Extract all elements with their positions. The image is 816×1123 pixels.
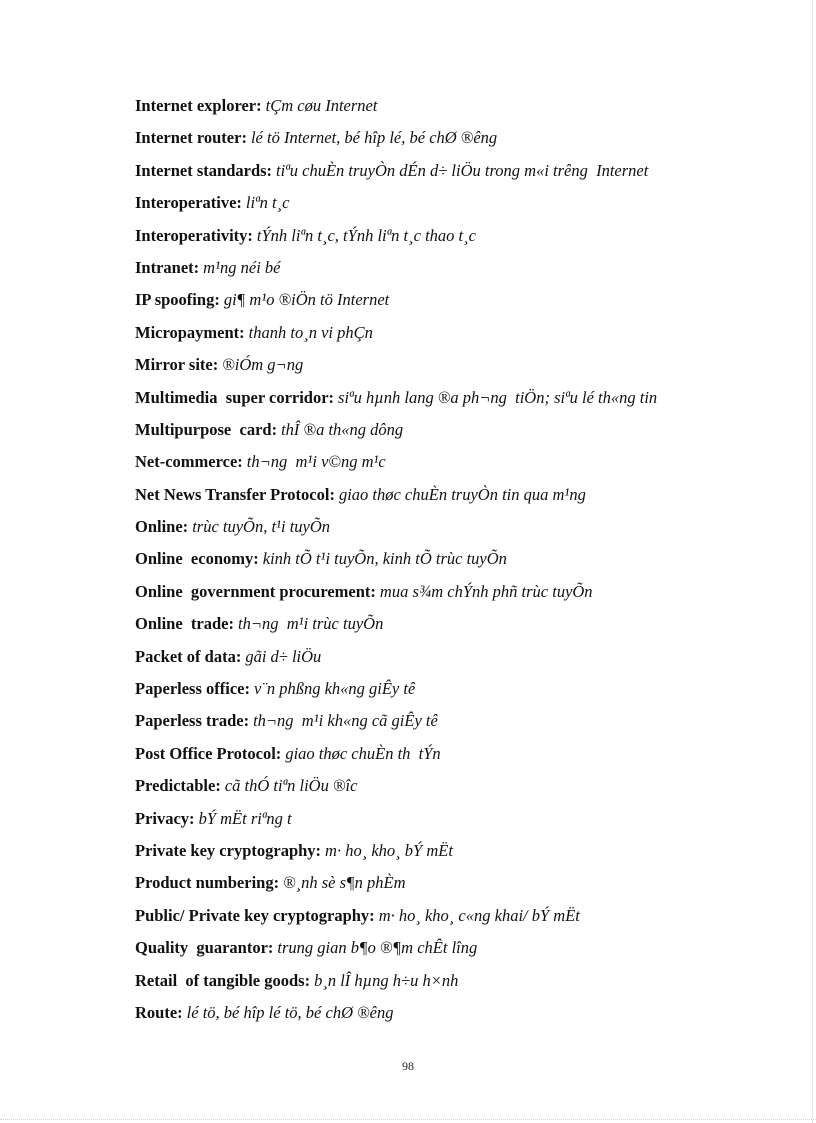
glossary-entry bbox=[135, 288, 785, 320]
page-edge-right bbox=[812, 0, 813, 1123]
glossary-entry bbox=[135, 450, 785, 482]
glossary-term: Predictable: bbox=[135, 776, 221, 796]
glossary-entry bbox=[135, 191, 785, 223]
glossary-entry bbox=[135, 1001, 785, 1033]
glossary-definition: m¹ng néi bé bbox=[203, 257, 281, 277]
glossary-entry bbox=[135, 321, 785, 353]
glossary-definition: mua s¾m chÝnh phñ trùc tuyÕn bbox=[379, 581, 593, 601]
glossary-term: Net-commerce: bbox=[135, 452, 243, 472]
glossary-term: Mirror site: bbox=[135, 355, 219, 375]
glossary-term: Product numbering: bbox=[135, 873, 280, 893]
glossary-definition: liªn t¸c bbox=[245, 193, 290, 213]
glossary-entry bbox=[135, 904, 785, 936]
glossary-entry bbox=[135, 483, 785, 515]
glossary-definition: b¸n lÎ hµng h÷u h×nh bbox=[314, 970, 459, 990]
glossary-definition: gãi d÷ liÖu bbox=[245, 646, 322, 666]
glossary-term: Online government procurement: bbox=[135, 581, 376, 601]
glossary-term: Internet standards: bbox=[135, 160, 273, 180]
glossary-term: Interoperative: bbox=[135, 193, 242, 213]
glossary-definition: m· ho¸ kho¸ c«ng khai/ bÝ mËt bbox=[378, 905, 580, 925]
glossary-definition: cã thÓ tiªn liÖu ®îc bbox=[224, 776, 358, 796]
glossary-entry bbox=[135, 256, 785, 288]
glossary-term: Retail of tangible goods: bbox=[135, 970, 311, 990]
glossary-entry bbox=[135, 709, 785, 741]
glossary-term: IP spoofing: bbox=[135, 290, 220, 310]
glossary-definition: th¬ng m¹i trùc tuyÕn bbox=[238, 614, 384, 634]
glossary-definition: trung gian b¶o ®¶m chÊt lîng bbox=[277, 938, 478, 958]
glossary-term: Multipurpose card: bbox=[135, 419, 278, 439]
glossary-entry bbox=[135, 807, 785, 839]
glossary-term: Post Office Protocol: bbox=[135, 743, 282, 763]
glossary-definition: lé tö Internet, bé hîp lé, bé chØ ®êng bbox=[250, 128, 498, 148]
glossary-term: Public/ Private key cryptography: bbox=[135, 905, 375, 925]
glossary-definition: ®iÓm g¬ng bbox=[222, 355, 304, 375]
glossary-entry bbox=[135, 936, 785, 968]
glossary-definition: giao thøc chuÈn truyÒn tin qua m¹ng bbox=[338, 484, 586, 504]
glossary-term: Net News Transfer Protocol: bbox=[135, 484, 335, 504]
glossary-term: Route: bbox=[135, 1002, 183, 1022]
glossary-entry bbox=[135, 515, 785, 547]
glossary-term: Interoperativity: bbox=[135, 225, 253, 245]
glossary-definition: th¬ng m¹i kh«ng cã giÊy tê bbox=[253, 711, 438, 731]
glossary-term: Private key cryptography: bbox=[135, 840, 322, 860]
glossary-term: Paperless office: bbox=[135, 679, 250, 699]
glossary-entry bbox=[135, 742, 785, 774]
glossary-term: Intranet: bbox=[135, 257, 200, 277]
glossary-definition: trùc tuyÕn, t¹i tuyÕn bbox=[192, 517, 331, 537]
glossary-entry bbox=[135, 159, 785, 191]
glossary-entry bbox=[135, 126, 785, 158]
glossary-definition: tÇm cøu Internet bbox=[265, 96, 378, 115]
glossary-term: Quality guarantor: bbox=[135, 938, 274, 958]
glossary-term: Multimedia super corridor: bbox=[135, 387, 335, 407]
glossary-definition: siªu hµnh lang ®a ph¬ng tiÖn; siªu lé th«ng tin bbox=[338, 387, 658, 407]
glossary-entry bbox=[135, 547, 785, 579]
glossary-entry bbox=[135, 677, 785, 709]
glossary-definition: thÎ ®a th«ng dông bbox=[281, 419, 404, 439]
glossary-term: Privacy: bbox=[135, 808, 195, 828]
glossary-term: Online trade: bbox=[135, 614, 234, 634]
glossary-entry bbox=[135, 386, 785, 418]
glossary-definition: bÝ mËt riªng t bbox=[198, 808, 292, 828]
glossary-entry bbox=[135, 94, 785, 126]
glossary-term: Internet explorer: bbox=[135, 96, 262, 115]
glossary-entry bbox=[135, 645, 785, 677]
glossary-definition: gi¶ m¹o ®iÖn tö Internet bbox=[223, 290, 390, 310]
glossary-entry bbox=[135, 580, 785, 612]
glossary-entry bbox=[135, 839, 785, 871]
glossary-definition: thanh to¸n vi phÇn bbox=[248, 322, 373, 342]
glossary-definition: giao thøc chuÈn th tÝn bbox=[285, 743, 441, 763]
page-number: 98 bbox=[402, 1059, 414, 1073]
glossary-list bbox=[135, 94, 785, 1033]
glossary-entry bbox=[135, 871, 785, 903]
glossary-term: Online economy: bbox=[135, 549, 259, 569]
glossary-definition: kinh tÕ t¹i tuyÕn, kinh tÕ trùc tuyÕn bbox=[262, 549, 507, 569]
glossary-definition: tÝnh liªn t¸c, tÝnh liªn t¸c thao t¸c bbox=[256, 225, 476, 245]
glossary-definition: ®¸nh sè s¶n phÈm bbox=[283, 873, 406, 893]
glossary-definition: m· ho¸ kho¸ bÝ mËt bbox=[325, 840, 453, 860]
glossary-entry bbox=[135, 224, 785, 256]
glossary-entry bbox=[135, 612, 785, 644]
glossary-term: Online: bbox=[135, 517, 189, 537]
glossary-term: Internet router: bbox=[135, 128, 247, 148]
glossary-entry bbox=[135, 353, 785, 385]
glossary-entry bbox=[135, 774, 785, 806]
glossary-definition: lé tö, bé hîp lé tö, bé chØ ®êng bbox=[186, 1002, 394, 1022]
glossary-term: Packet of data: bbox=[135, 646, 242, 666]
glossary-definition: tiªu chuÈn truyÒn dÉn d÷ liÖu trong m«i trêng Internet bbox=[276, 160, 649, 180]
glossary-entry bbox=[135, 969, 785, 1001]
glossary-definition: v¨n phßng kh«ng giÊy tê bbox=[254, 679, 416, 699]
glossary-entry bbox=[135, 418, 785, 450]
glossary-definition: th¬ng m¹i v©ng m¹c bbox=[246, 452, 386, 472]
page-edge-bottom bbox=[0, 1119, 816, 1120]
glossary-term: Micropayment: bbox=[135, 322, 245, 342]
glossary-term: Paperless trade: bbox=[135, 711, 250, 731]
